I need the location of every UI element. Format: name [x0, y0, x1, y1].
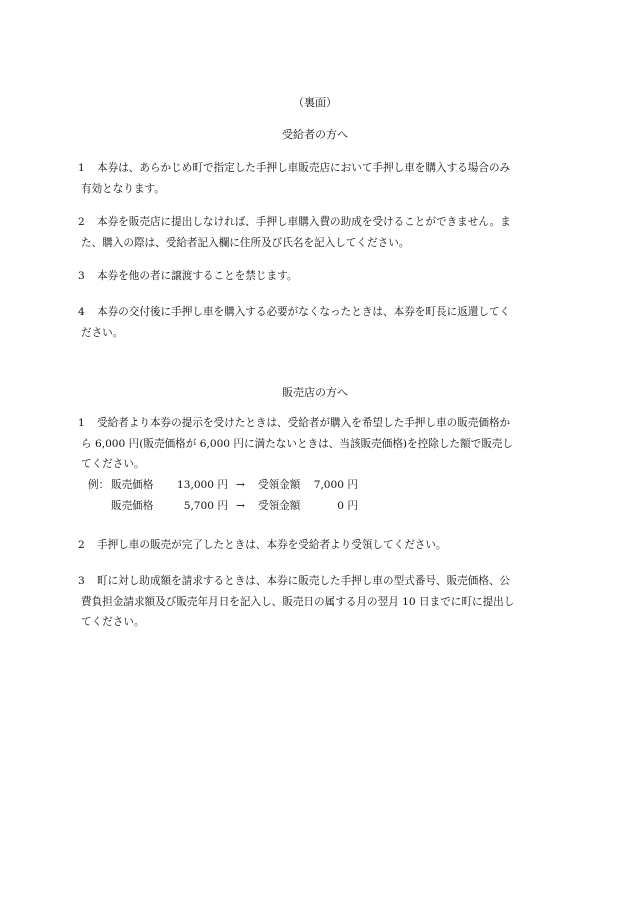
- item-number: 4: [78, 306, 85, 318]
- store-item-1: [78, 413, 556, 475]
- item-text-line: 本券を他の者に譲渡することを禁じます。: [97, 270, 298, 282]
- item-text-line: 費負担金請求額及び販売年月日を記入し、販売日の属する月の翌月 10 日までに町に提出し: [81, 595, 515, 608]
- example-label: 販売価格: [111, 499, 154, 512]
- item-text-line: 受給者より本券の提示を受けたときは、受給者が購入を希望した手押し車の販売価格か: [97, 417, 511, 429]
- item-number: 3: [78, 575, 85, 587]
- example-amount: 0 円: [337, 499, 358, 512]
- price-example: [78, 475, 556, 516]
- item-text-line: てください。: [81, 458, 145, 471]
- item-number: 2: [78, 216, 85, 228]
- item-number: 2: [78, 539, 85, 551]
- recipient-item-3: [78, 266, 556, 287]
- side-label: （裏面）: [293, 96, 337, 109]
- item-number: 1: [78, 417, 85, 429]
- item-text-line: 本券は、あらかじめ町で指定した手押し車販売店において手押し車を購入する場合のみ: [97, 162, 511, 174]
- item-text-line: てください。: [81, 616, 145, 629]
- example-label: 販売価格: [111, 479, 154, 491]
- item-text-line: た、購入の際は、受給者記入欄に住所及び氏名を記入してください。: [81, 236, 410, 249]
- recipient-item-1: [78, 158, 556, 199]
- arrow-icon: →: [236, 479, 245, 491]
- store-item-2: [78, 535, 556, 556]
- example-price: 5,700 円: [183, 499, 228, 512]
- item-text-line: 町に対し助成額を請求するときは、本券に販売した手押し車の型式番号、販売価格、公: [97, 575, 511, 587]
- example-amount: 7,000 円: [313, 479, 358, 491]
- example-prefix: 例：: [88, 479, 110, 491]
- item-text-line: 有効となります。: [81, 182, 165, 195]
- example-label-2: 受領金額: [258, 479, 301, 491]
- store-item-3: [78, 571, 556, 633]
- item-text-line: 本券の交付後に手押し車を購入する必要がなくなったときは、本券を町長に返還してく: [97, 306, 511, 318]
- store-section-title: 販売店の方へ: [282, 386, 348, 399]
- item-number: 3: [78, 270, 85, 282]
- example-price: 13,000 円: [176, 479, 228, 491]
- recipient-item-2: [78, 212, 556, 253]
- item-text-line: 手押し車の販売が完了したときは、本券を受給者より受領してください。: [97, 539, 447, 551]
- recipient-item-4: [78, 302, 556, 343]
- item-text-line: 本券を販売店に提出しなければ、手押し車購入費の助成を受けることができません。ま: [97, 216, 511, 228]
- item-number: 1: [78, 162, 85, 174]
- arrow-icon: →: [236, 499, 245, 512]
- item-text-line: ら 6,000 円(販売価格が 6,000 円に満たないときは、当該販売価格)を控除した額で販売し: [81, 437, 513, 450]
- example-label-2: 受領金額: [258, 499, 301, 512]
- recipient-section-title: 受給者の方へ: [282, 128, 348, 141]
- item-text-line: ださい。: [81, 326, 124, 339]
